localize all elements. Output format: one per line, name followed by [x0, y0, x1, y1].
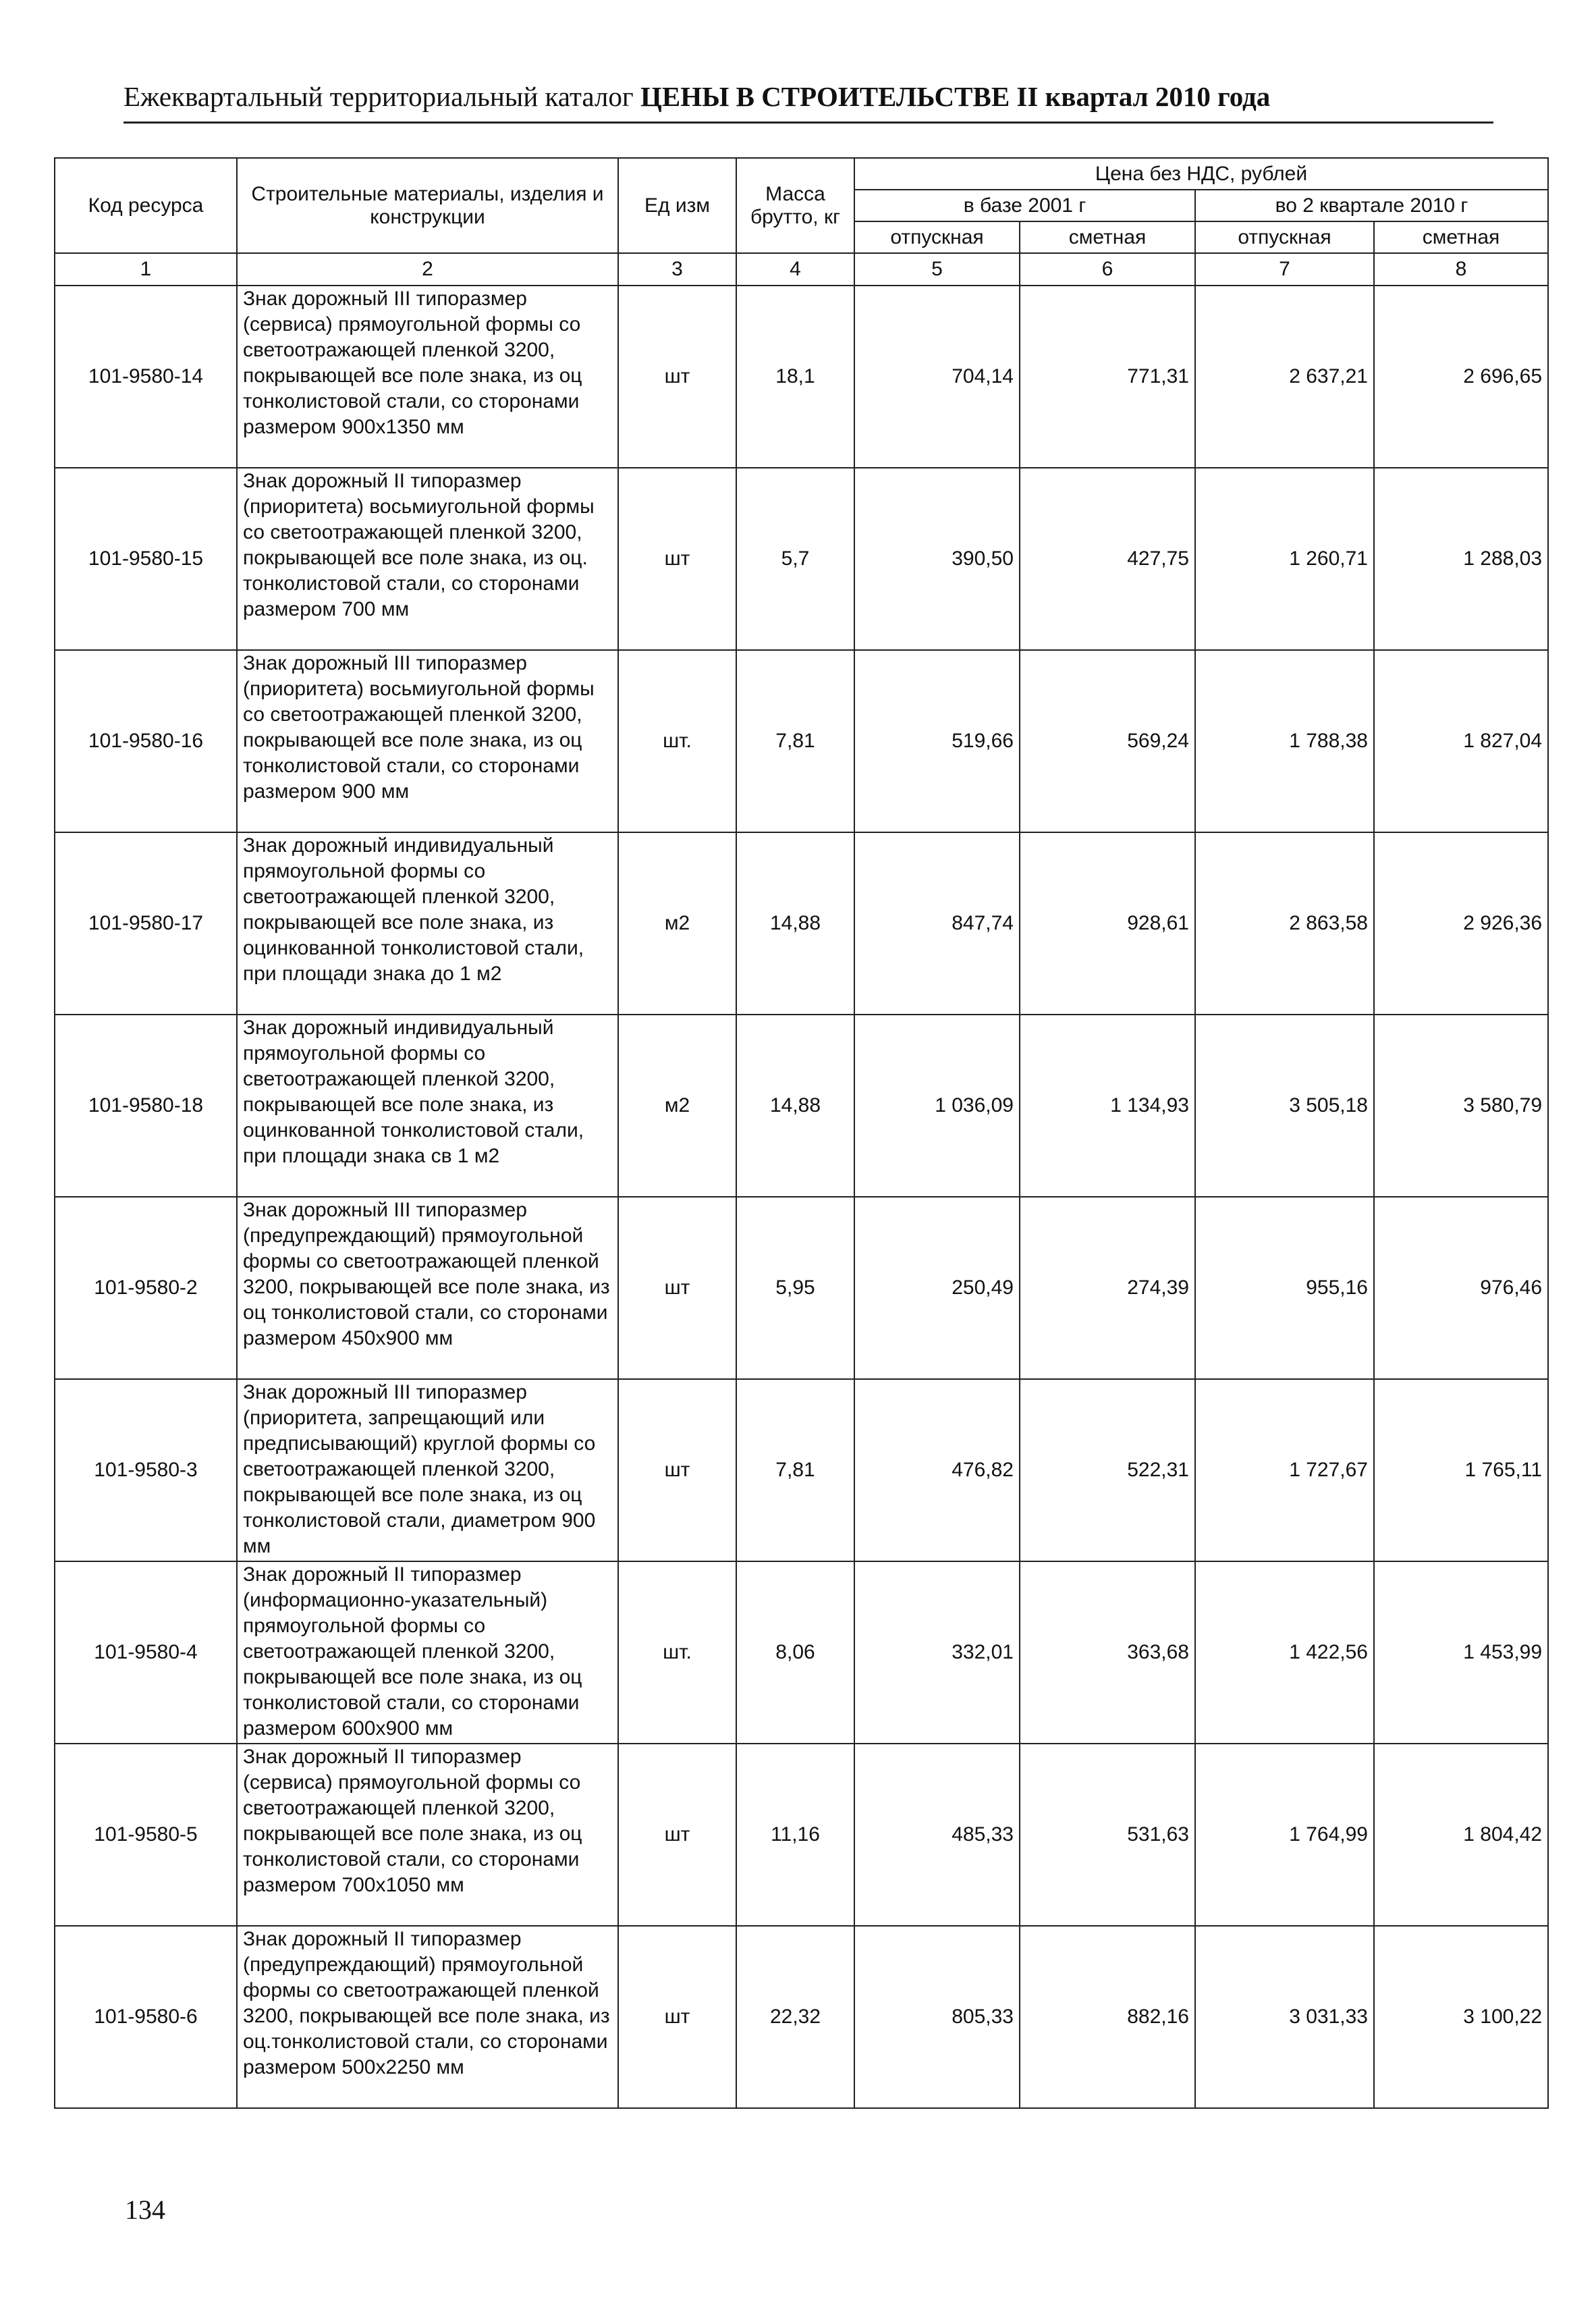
current-estimate-price: 1 827,04: [1374, 650, 1548, 832]
base-release-price: 519,66: [854, 650, 1020, 832]
current-release-price: 1 788,38: [1195, 650, 1374, 832]
unit: шт.: [618, 1561, 736, 1744]
gross-mass: 5,7: [736, 468, 854, 650]
unit: м2: [618, 832, 736, 1015]
header-base-group: в базе 2001 г: [854, 190, 1195, 221]
base-release-price: 250,49: [854, 1197, 1020, 1379]
current-release-price: 1 422,56: [1195, 1561, 1374, 1744]
base-estimate-price: 882,16: [1020, 1926, 1195, 2108]
unit: шт.: [618, 650, 736, 832]
table-row: [55, 650, 1548, 832]
column-number: 7: [1195, 253, 1374, 286]
header-unit: Ед изм: [618, 158, 736, 253]
column-number: 5: [854, 253, 1020, 286]
gross-mass: 14,88: [736, 1015, 854, 1197]
base-estimate-price: 522,31: [1020, 1379, 1195, 1561]
column-number: 2: [237, 253, 618, 286]
page-number: 134: [125, 2195, 165, 2225]
base-release-price: 485,33: [854, 1744, 1020, 1926]
current-estimate-price: 976,46: [1374, 1197, 1548, 1379]
table-row: [55, 1926, 1548, 2108]
current-estimate-price: 1 453,99: [1374, 1561, 1548, 1744]
current-release-price: 955,16: [1195, 1197, 1374, 1379]
column-number: 4: [736, 253, 854, 286]
gross-mass: 5,95: [736, 1197, 854, 1379]
header-cur-release: отпускная: [1195, 221, 1374, 253]
unit: шт: [618, 1744, 736, 1926]
price-table: [54, 157, 1549, 2109]
current-estimate-price: 2 696,65: [1374, 286, 1548, 468]
resource-code: 101-9580-4: [55, 1561, 237, 1744]
base-estimate-price: 531,63: [1020, 1744, 1195, 1926]
current-release-price: 1 727,67: [1195, 1379, 1374, 1561]
header-price-group: Цена без НДС, рублей: [854, 158, 1548, 190]
current-release-price: 3 505,18: [1195, 1015, 1374, 1197]
resource-code: 101-9580-16: [55, 650, 237, 832]
column-number: 8: [1374, 253, 1548, 286]
header-cur-estimate: сметная: [1374, 221, 1548, 253]
resource-code: 101-9580-14: [55, 286, 237, 468]
page-header: [123, 74, 1493, 124]
unit: шт: [618, 1379, 736, 1561]
gross-mass: 22,32: [736, 1926, 854, 2108]
base-estimate-price: 569,24: [1020, 650, 1195, 832]
current-release-price: 2 637,21: [1195, 286, 1374, 468]
current-release-price: 3 031,33: [1195, 1926, 1374, 2108]
material-description: Знак дорожный II типоразмер (приоритета) восьмиугольной формы со светоотражающей пленкой 3200, покрывающей все поле знака, из оц. тонколистовой стали, со сторонами размером 700 мм: [237, 468, 618, 650]
material-description: Знак дорожный III типоразмер (приоритета, запрещающий или предписывающий) круглой формы со светоотражающей пленкой 3200, покрывающей все поле знака, из оц тонколистовой стали, диаметром 900 мм: [237, 1379, 618, 1561]
base-estimate-price: 1 134,93: [1020, 1015, 1195, 1197]
unit: м2: [618, 1015, 736, 1197]
header-current-group: во 2 квартале 2010 г: [1195, 190, 1548, 221]
base-estimate-price: 274,39: [1020, 1197, 1195, 1379]
table-row: [55, 1561, 1548, 1744]
unit: шт: [618, 1197, 736, 1379]
current-estimate-price: 3 100,22: [1374, 1926, 1548, 2108]
gross-mass: 7,81: [736, 1379, 854, 1561]
resource-code: 101-9580-2: [55, 1197, 237, 1379]
unit: шт: [618, 1926, 736, 2108]
base-release-price: 704,14: [854, 286, 1020, 468]
current-estimate-price: 2 926,36: [1374, 832, 1548, 1015]
base-estimate-price: 928,61: [1020, 832, 1195, 1015]
table-row: [55, 832, 1548, 1015]
base-release-price: 476,82: [854, 1379, 1020, 1561]
header-mass: Масса брутто, кг: [736, 158, 854, 253]
column-number: 1: [55, 253, 237, 286]
header-title: ЦЕНЫ В СТРОИТЕЛЬСТВЕ: [640, 81, 1010, 112]
base-release-price: 332,01: [854, 1561, 1020, 1744]
gross-mass: 18,1: [736, 286, 854, 468]
unit: шт: [618, 468, 736, 650]
column-number-row: [55, 253, 1548, 286]
resource-code: 101-9580-5: [55, 1744, 237, 1926]
table-row: [55, 1744, 1548, 1926]
material-description: Знак дорожный III типоразмер (предупреждающий) прямоугольной формы со светоотражающей пленкой 3200, покрывающей все поле знака, из оц тонколистовой стали, со сторонами размером 450х900 мм: [237, 1197, 618, 1379]
material-description: Знак дорожный III типоразмер (приоритета) восьмиугольной формы со светоотражающей пленкой 3200, покрывающей все поле знака, из оц тонколистовой стали, со сторонами размером 900 мм: [237, 650, 618, 832]
header-base-release: отпускная: [854, 221, 1020, 253]
material-description: Знак дорожный II типоразмер (предупреждающий) прямоугольной формы со светоотражающей пленкой 3200, покрывающей все поле знака, из оц.тонколистовой стали, со сторонами размером 500х2250 мм: [237, 1926, 618, 2108]
resource-code: 101-9580-15: [55, 468, 237, 650]
header-materials: Строительные материалы, изделия и конструкции: [237, 158, 618, 253]
table-row: [55, 1015, 1548, 1197]
table-row: [55, 286, 1548, 468]
current-release-price: 1 260,71: [1195, 468, 1374, 650]
table-row: [55, 1379, 1548, 1561]
resource-code: 101-9580-3: [55, 1379, 237, 1561]
current-release-price: 1 764,99: [1195, 1744, 1374, 1926]
gross-mass: 11,16: [736, 1744, 854, 1926]
gross-mass: 7,81: [736, 650, 854, 832]
header-period: II квартал 2010 года: [1016, 81, 1271, 112]
gross-mass: 14,88: [736, 832, 854, 1015]
material-description: Знак дорожный III типоразмер (сервиса) прямоугольной формы со светоотражающей пленкой 3200, покрывающей все поле знака, из оц тонколистовой стали, со сторонами размером 900х1350 мм: [237, 286, 618, 468]
table-row: [55, 468, 1548, 650]
base-release-price: 805,33: [854, 1926, 1020, 2108]
gross-mass: 8,06: [736, 1561, 854, 1744]
base-estimate-price: 427,75: [1020, 468, 1195, 650]
base-estimate-price: 771,31: [1020, 286, 1195, 468]
column-number: 3: [618, 253, 736, 286]
material-description: Знак дорожный II типоразмер (сервиса) прямоугольной формы со светоотражающей пленкой 3200, покрывающей все поле знака, из оц тонколистовой стали, со сторонами размером 700х1050 мм: [237, 1744, 618, 1926]
material-description: Знак дорожный индивидуальный прямоугольной формы со светоотражающей пленкой 3200, покрывающей все поле знака, из оцинкованной тонколистовой стали, при площади знака до 1 м2: [237, 832, 618, 1015]
current-estimate-price: 1 288,03: [1374, 468, 1548, 650]
current-release-price: 2 863,58: [1195, 832, 1374, 1015]
current-estimate-price: 1 765,11: [1374, 1379, 1548, 1561]
header-base-estimate: сметная: [1020, 221, 1195, 253]
resource-code: 101-9580-18: [55, 1015, 237, 1197]
material-description: Знак дорожный индивидуальный прямоугольной формы со светоотражающей пленкой 3200, покрывающей все поле знака, из оцинкованной тонколистовой стали, при площади знака св 1 м2: [237, 1015, 618, 1197]
base-estimate-price: 363,68: [1020, 1561, 1195, 1744]
unit: шт: [618, 286, 736, 468]
header-prefix: Ежеквартальный территориальный каталог: [123, 81, 634, 112]
table-row: [55, 1197, 1548, 1379]
base-release-price: 390,50: [854, 468, 1020, 650]
base-release-price: 847,74: [854, 832, 1020, 1015]
material-description: Знак дорожный II типоразмер (информационно-указательный) прямоугольной формы со светоотражающей пленкой 3200, покрывающей все поле знака, из оц тонколистовой стали, со сторонами размером 600х900 мм: [237, 1561, 618, 1744]
current-estimate-price: 1 804,42: [1374, 1744, 1548, 1926]
base-release-price: 1 036,09: [854, 1015, 1020, 1197]
resource-code: 101-9580-17: [55, 832, 237, 1015]
resource-code: 101-9580-6: [55, 1926, 237, 2108]
header-code: Код ресурса: [55, 158, 237, 253]
current-estimate-price: 3 580,79: [1374, 1015, 1548, 1197]
column-number: 6: [1020, 253, 1195, 286]
